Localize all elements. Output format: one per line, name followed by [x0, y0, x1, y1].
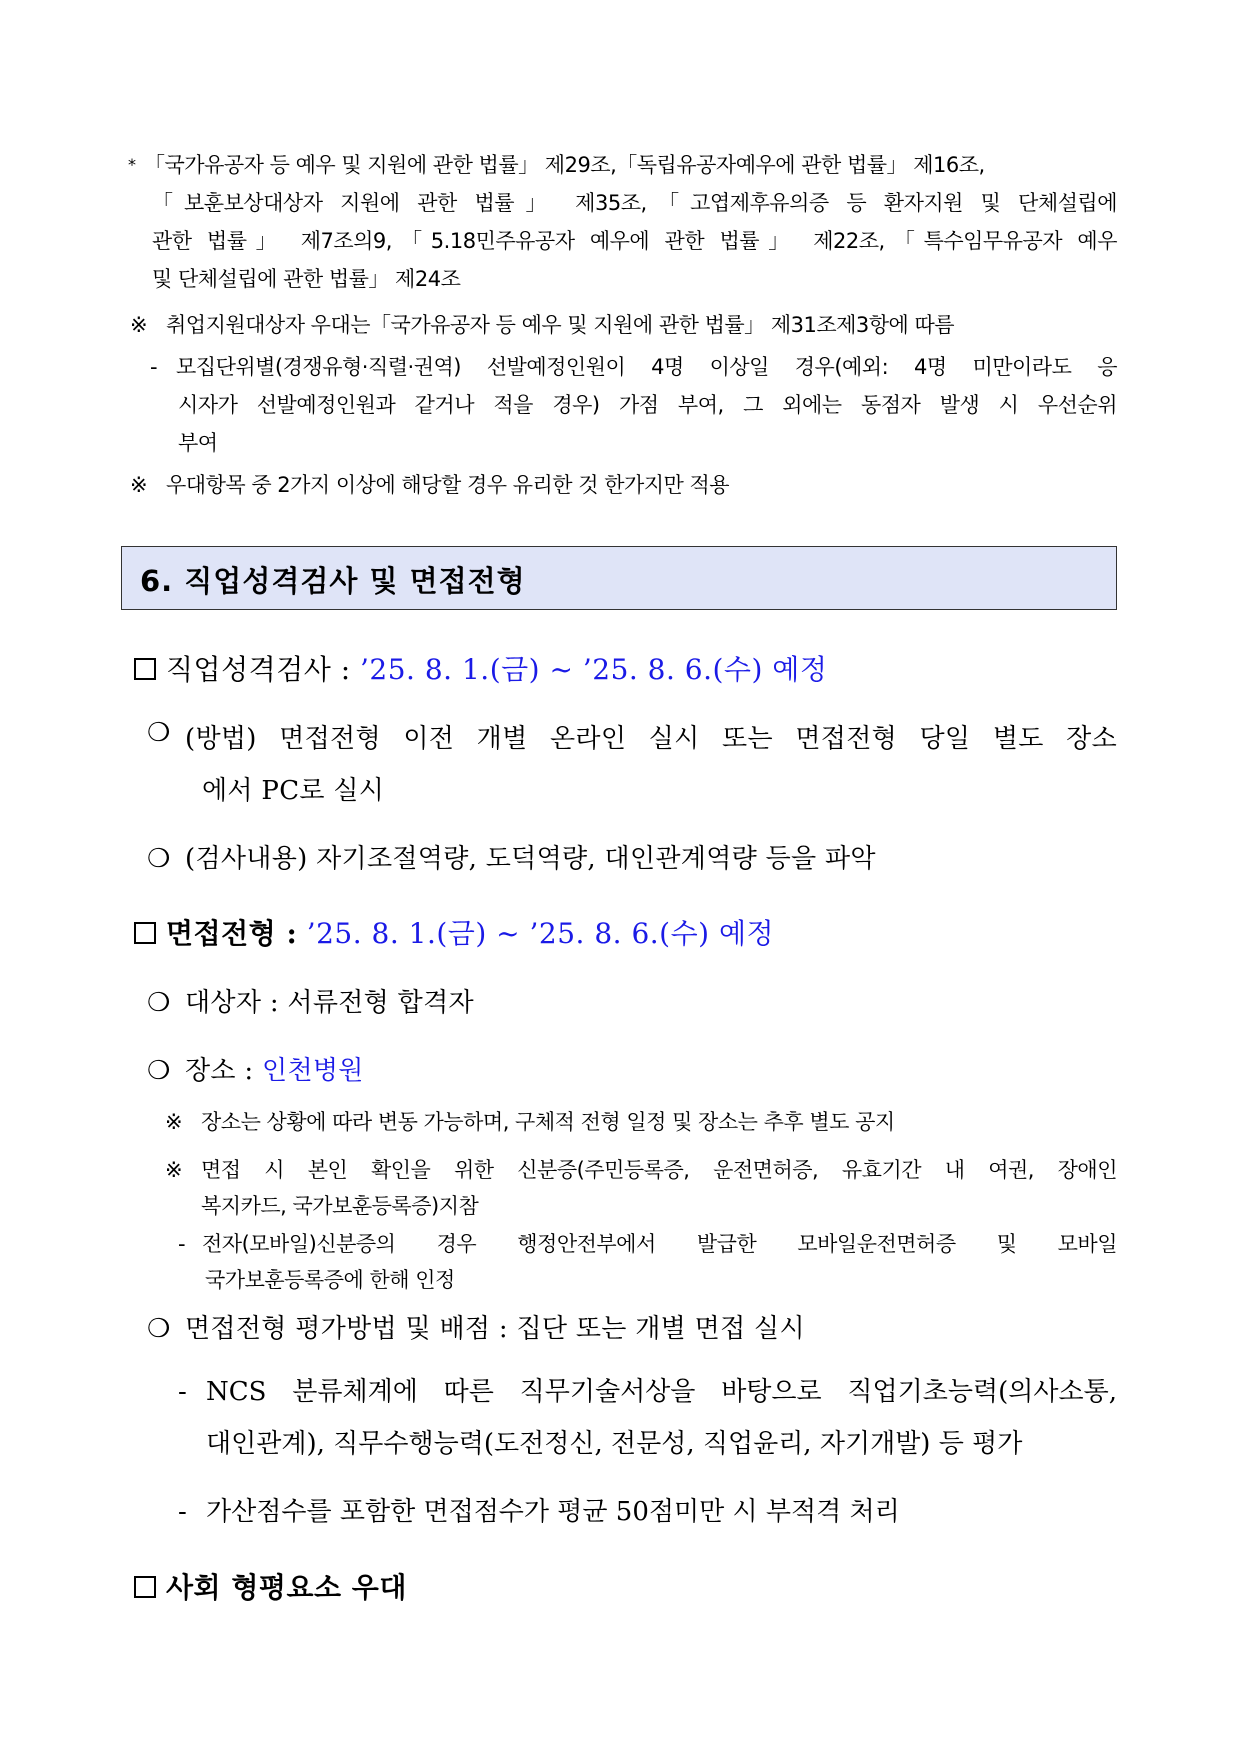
bullet-eval: [147, 1308, 805, 1345]
content-text: (검사내용) 자기조절역량, 도덕역량, 대인관계역량 등을 파악: [185, 844, 876, 874]
reference-note-priority: [130, 466, 729, 504]
reference-mark: ※: [130, 313, 148, 337]
reference-mark: ※: [165, 1158, 183, 1182]
place-label: 장소 :: [185, 1056, 254, 1086]
ncs-text-1: NCS 분류체계에 따른 직무기술서상을 바탕으로 직업기초능력(의사소통,: [206, 1377, 1117, 1407]
checkbox-square-icon: [134, 658, 156, 680]
bullet-target: [147, 982, 474, 1019]
star-line-1: 「국가유공자 등 예우 및 지원에 관한 법률」 제29조,「독립유공자예우에 관한 법률」 제16조,: [144, 153, 985, 177]
circle-bullet-icon: ❍: [147, 1314, 171, 1344]
dash-ncs-line-1: [178, 1366, 1117, 1418]
interview-date: ’25. 8. 1.(금) ~ ’25. 8. 6.(수) 예정: [306, 917, 775, 950]
method-line-2: 에서 PC로 실시: [202, 776, 385, 806]
mobile-id-text-1: 전자(모바일)신분증의 경우 행정안전부에서 발급한 모바일운전면허증 및 모바일: [202, 1232, 1117, 1256]
personality-date: ’25. 8. 1.(금) ~ ’25. 8. 6.(수) 예정: [360, 653, 828, 686]
fail-text: 가산점수를 포함한 면접점수가 평균 50점미만 시 부적격 처리: [206, 1497, 900, 1527]
reference-note-2-text: 우대항목 중 2가지 이상에 해당할 경우 유리한 것 한가지만 적용: [166, 473, 730, 497]
reference-mark-2: ※: [130, 473, 148, 497]
circle-bullet-icon: ❍: [147, 718, 171, 748]
checkbox-square-icon: [134, 922, 156, 944]
place-value: 인천병원: [262, 1056, 364, 1086]
reference-mark: ※: [165, 1110, 183, 1134]
footnote-star: [128, 146, 985, 184]
bullet-content: [147, 838, 876, 875]
dash-note-line-3: 부여: [178, 431, 218, 455]
dash-mobile-line-1: [178, 1226, 1117, 1262]
dash-mobile-line-2: 국가보훈등록증에 한해 인정: [205, 1268, 455, 1292]
dash-mark: -: [178, 1377, 187, 1407]
heading-personality-test: [134, 648, 827, 688]
note-place-change: [165, 1104, 895, 1140]
footnote-star-line-2: 「보훈보상대상자 지원에 관한 법률」 제35조,「고엽제후유의증 등 환자지원 및 단체설립에: [152, 191, 1117, 215]
circle-bullet-icon: ❍: [147, 1056, 171, 1086]
dash-note-line-2: 시자가 선발예정인원과 같거나 적을 경우) 가점 부여, 그 외에는 동점자 발생 시 우선순위: [178, 393, 1117, 417]
id-text-line-1: 면접 시 본인 확인을 위한 신분증(주민등록증, 운전면허증, 유효기간 내 여권, 장애인: [201, 1158, 1117, 1182]
method-line-1: (방법) 면접전형 이전 개별 온라인 실시 또는 면접전형 당일 별도 장소: [185, 724, 1117, 754]
social-label: 사회 형평요소 우대: [166, 1571, 407, 1604]
dash-ncs-line-2: 대인관계), 직무수행능력(도전정신, 전문성, 직업윤리, 자기개발) 등 평가: [206, 1429, 1023, 1459]
star-mark: *: [128, 155, 136, 174]
place-change-text: 장소는 상황에 따라 변동 가능하며, 구체적 전형 일정 및 장소는 추후 별도 공지: [201, 1110, 895, 1134]
target-text: 대상자 : 서류전형 합격자: [185, 988, 474, 1018]
dash-fail: [178, 1486, 900, 1538]
bullet-method: [147, 718, 1117, 755]
circle-bullet-icon: ❍: [147, 988, 171, 1018]
dash-mark: -: [150, 355, 158, 379]
note-id-line-2: 복지카드, 국가보훈등록증)지참: [201, 1194, 479, 1218]
note-id-line-1: [165, 1152, 1117, 1188]
reference-note-employment: [130, 306, 954, 344]
section-header: [121, 546, 1117, 610]
footnote-star-line-3: 관한 법률」 제7조의9,「5.18민주유공자 예우에 관한 법률」 제22조,「특수임무유공자 예우: [152, 229, 1117, 253]
bullet-place: [147, 1050, 364, 1087]
footnote-star-line-4: 및 단체설립에 관한 법률」 제24조: [152, 267, 461, 291]
heading-social-equity: [134, 1566, 407, 1606]
section-title: 6. 직업성격검사 및 면접전형: [140, 564, 526, 598]
reference-note-text: 취업지원대상자 우대는「국가유공자 등 예우 및 지원에 관한 법률」 제31조제3항에 따름: [166, 313, 955, 337]
dash-note-line-1: [150, 348, 1117, 386]
heading-interview: [134, 912, 774, 952]
dash-mark: -: [178, 1497, 187, 1527]
dash-mark: -: [178, 1232, 186, 1256]
dash-note-text-1: 모집단위별(경쟁유형·직렬·권역) 선발예정인원이 4명 이상일 경우(예외: 4명 미만이라도 응: [176, 355, 1117, 379]
checkbox-square-icon: [134, 1576, 156, 1598]
eval-text: 면접전형 평가방법 및 배점 : 집단 또는 개별 면접 실시: [185, 1314, 805, 1344]
personality-label: 직업성격검사 :: [166, 653, 351, 686]
interview-label: 면접전형 :: [166, 917, 298, 950]
circle-bullet-icon: ❍: [147, 844, 171, 874]
